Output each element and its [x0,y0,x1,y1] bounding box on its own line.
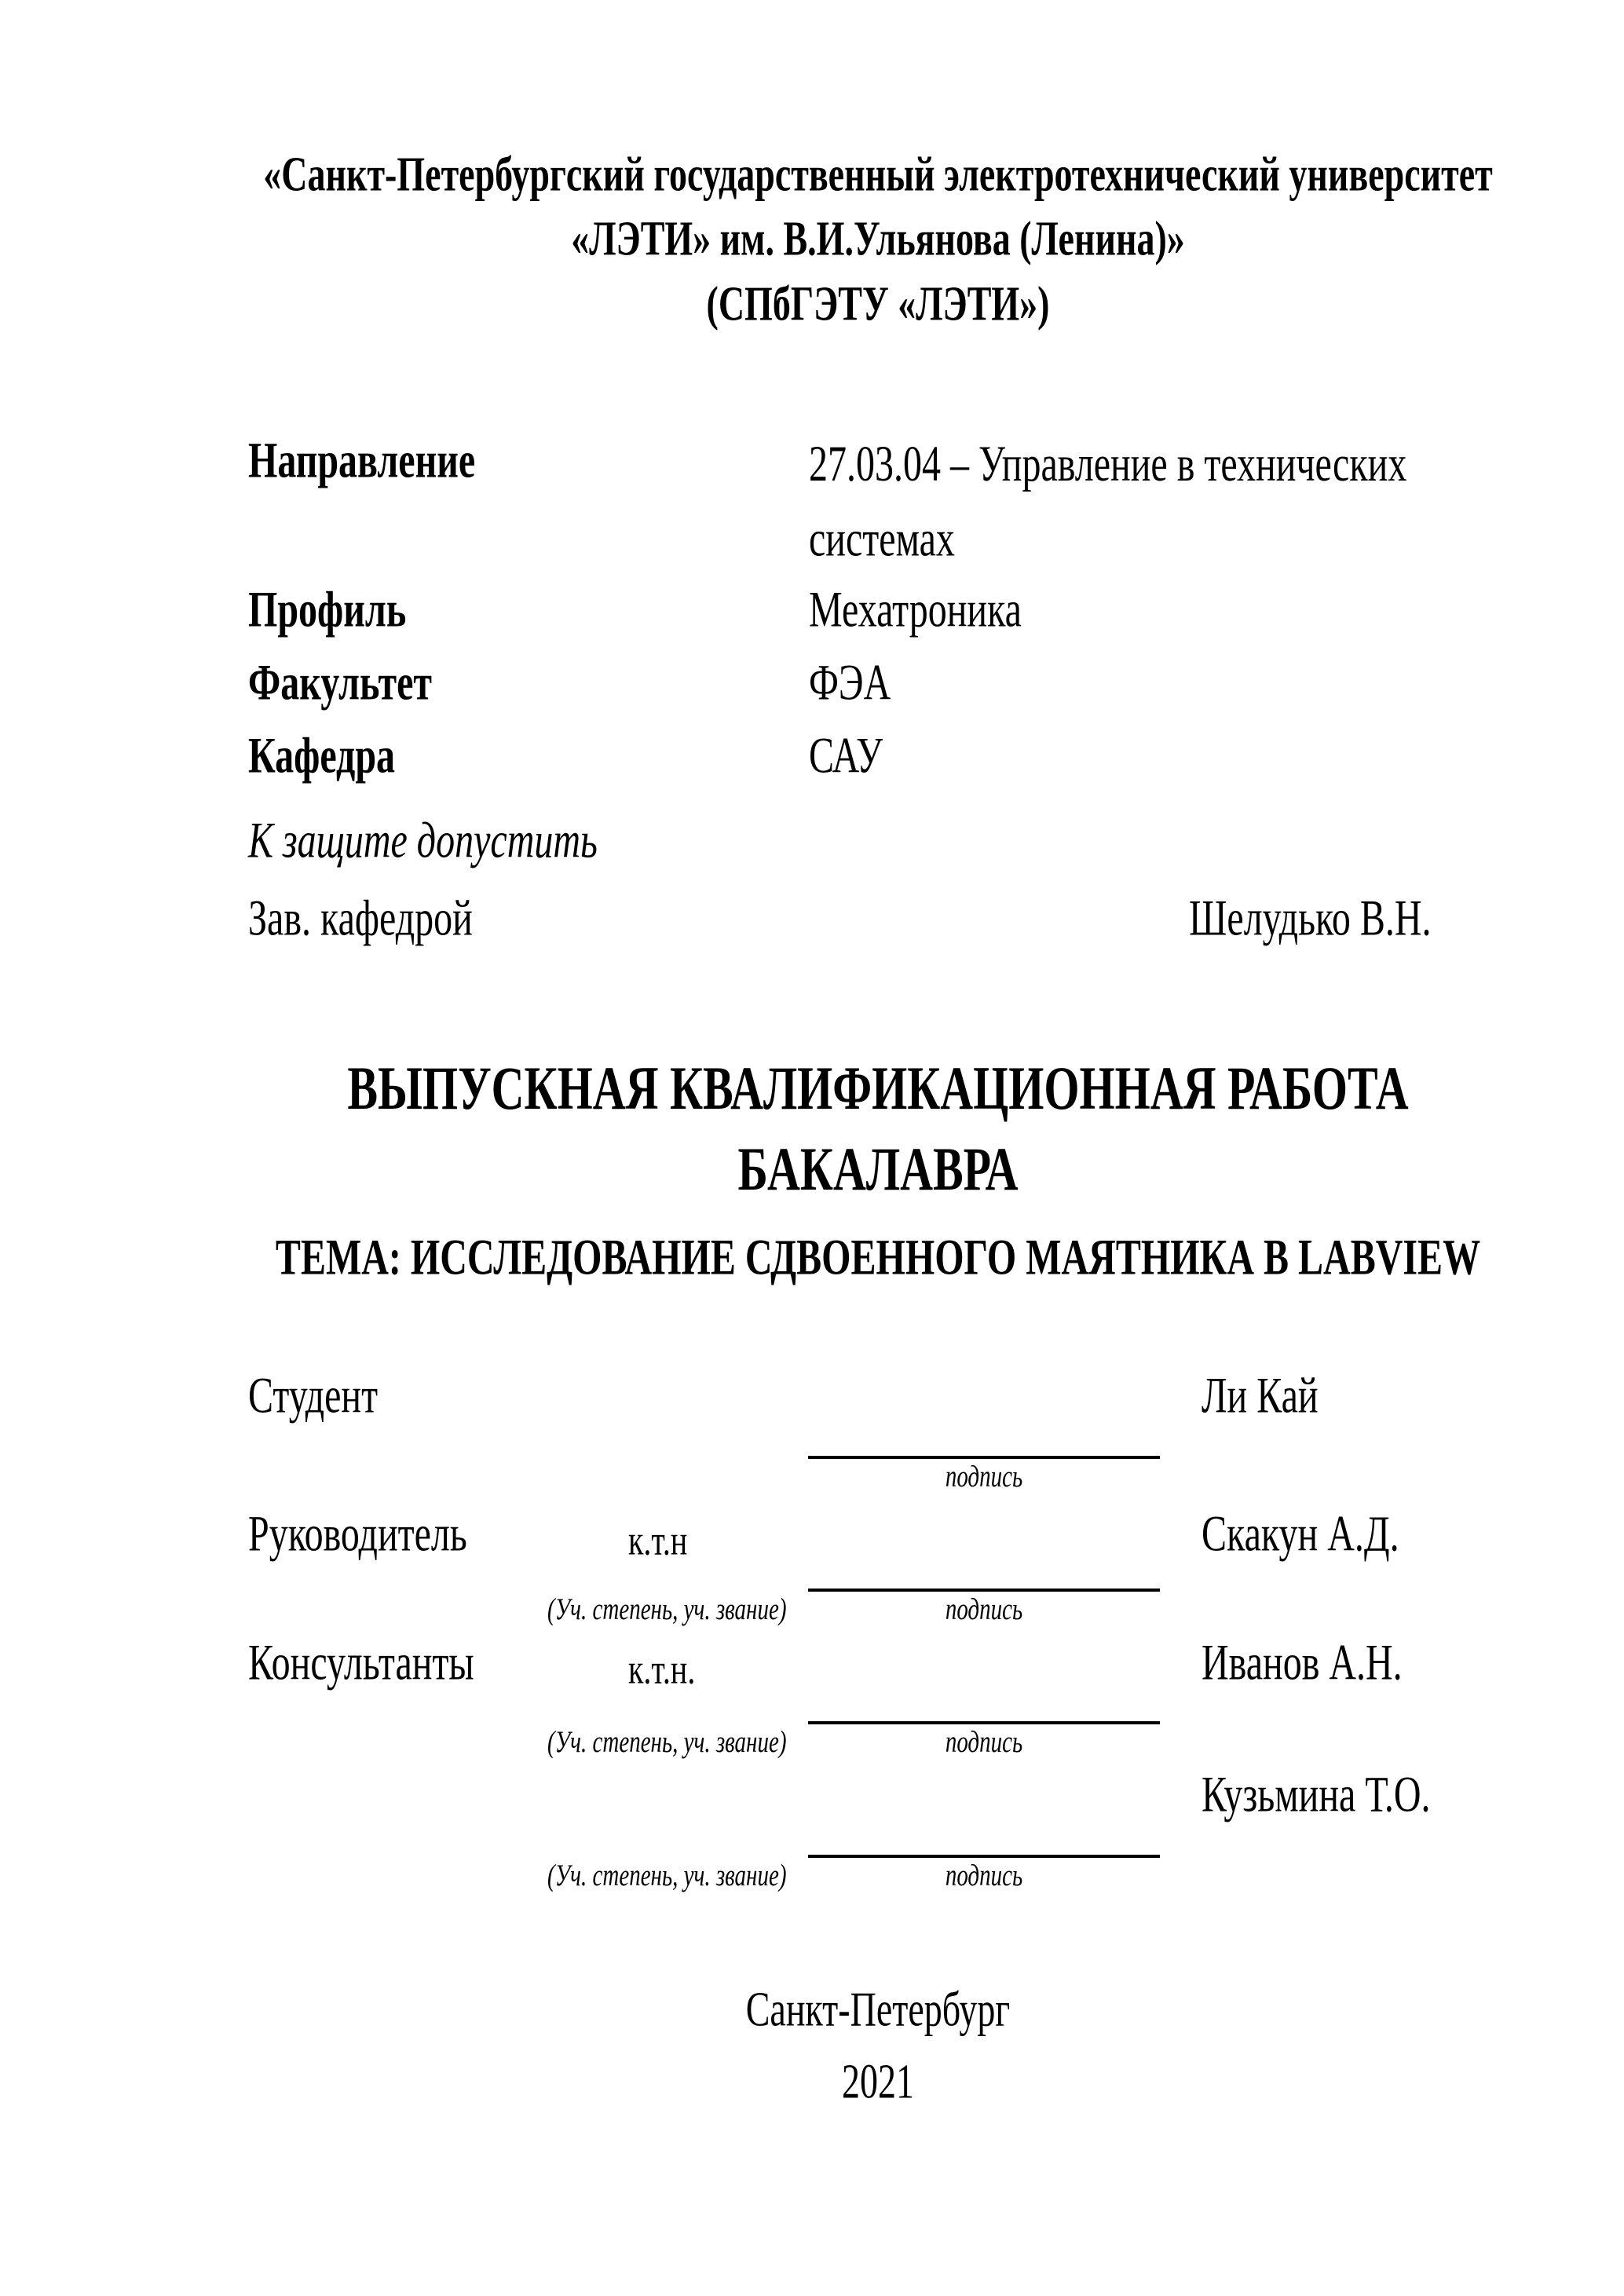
university-name-line1: «Санкт-Петербургский государственный электротехнический университет [263,146,1493,201]
signature-role-supervisor: Руководитель [248,1505,467,1563]
signature-line-supervisor [808,1589,1160,1592]
work-theme: ТЕМА: ИССЛЕДОВАНИЕ СДВОЕННОГО МАЯТНИКА В LABVIEW [275,1229,1481,1286]
degree-caption-consultant1: (Уч. степень, уч. звание) [547,1725,787,1760]
field-value-direction: 27.03.04 – Управление в технических системах [809,436,1407,568]
degree-caption-supervisor: (Уч. степень, уч. звание) [547,1592,787,1627]
signature-role-student: Студент [248,1367,379,1424]
signature-name-supervisor: Скакун А.Д. [1202,1505,1399,1563]
department-head-label: Зав. кафедрой [248,890,473,947]
field-value-department: САУ [809,727,883,784]
department-head-name: Шелудько В.Н. [1189,890,1432,947]
footer-city: Санкт-Петербург [745,1981,1011,2036]
signature-degree-consultant1: к.т.н. [628,1644,696,1693]
field-label-department: Кафедра [248,727,396,784]
signature-degree-supervisor: к.т.н [628,1515,688,1564]
signature-name-consultant2: Кузьмина Т.О. [1202,1766,1431,1823]
field-label-direction: Направление [248,432,476,489]
university-abbreviation: (СПбГЭТУ «ЛЭТИ») [706,276,1050,331]
work-title-line2: БАКАЛАВРА [737,1134,1019,1204]
signature-line-consultant1 [808,1721,1160,1724]
field-value-profile: Мехатроника [809,581,1022,638]
university-name-line2: «ЛЭТИ» им. В.И.Ульянова (Ленина)» [571,210,1185,265]
admit-to-defense-line: К защите допустить [248,812,598,869]
work-title-line1: ВЫПУСКНАЯ КВАЛИФИКАЦИОННАЯ РАБОТА [347,1053,1409,1123]
signature-caption-supervisor: подпись [945,1592,1023,1627]
signature-role-consultants: Консультанты [248,1634,474,1691]
signature-name-student: Ли Кай [1202,1367,1319,1424]
signature-name-consultant1: Иванов А.Н. [1202,1634,1403,1691]
signature-line-student [808,1456,1160,1459]
field-label-faculty: Факультет [248,654,432,711]
signature-caption-student: подпись [945,1460,1023,1494]
field-value-faculty: ФЭА [809,654,891,711]
signature-line-consultant2 [808,1855,1160,1858]
signature-caption-consultant1: подпись [945,1725,1023,1760]
footer-year: 2021 [842,2053,914,2108]
degree-caption-consultant2: (Уч. степень, уч. звание) [547,1859,787,1893]
field-label-profile: Профиль [248,581,407,638]
signature-caption-consultant2: подпись [945,1859,1023,1893]
